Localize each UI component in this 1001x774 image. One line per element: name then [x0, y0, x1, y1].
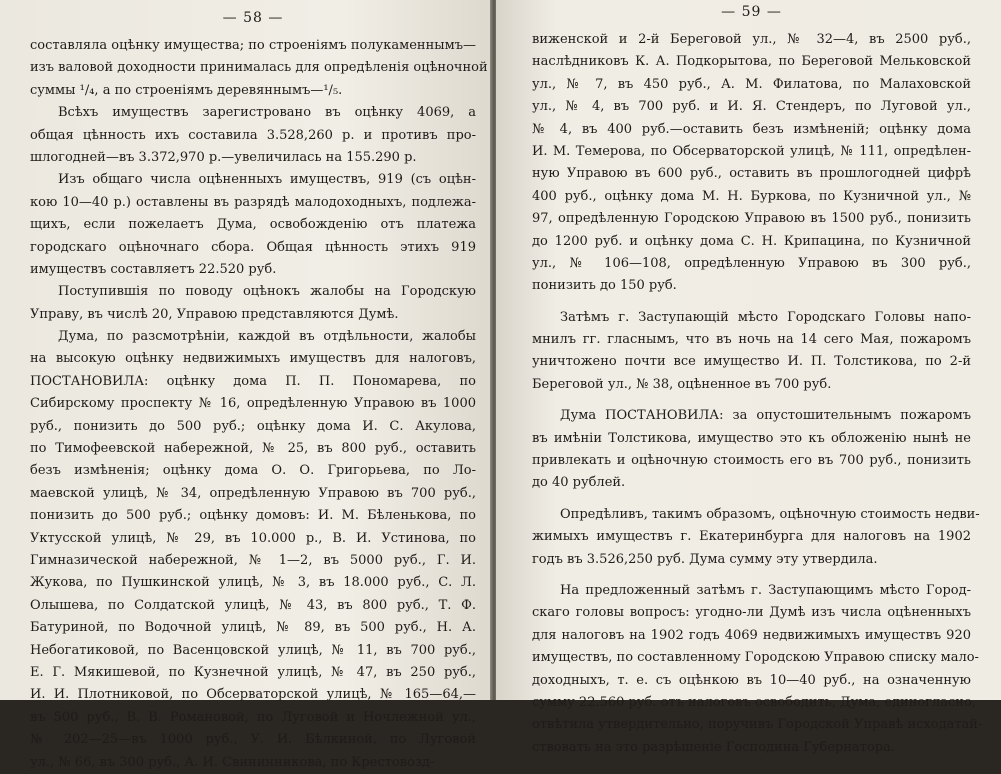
text-line: привлекать и оцѣночную стоимость его въ 700 руб., понизить	[532, 453, 971, 469]
paragraph	[30, 326, 476, 774]
text-line: Небогатиковой, по Васенцовской улицѣ, № 11, въ 700 руб.,	[30, 642, 476, 658]
text-line: виженской и 2-й Береговой ул., № 32—4, въ 2500 руб.,	[532, 32, 971, 47]
text-line: Олышева, по Солдатской улицѣ, № 43, въ 800 руб., Т. Ф.	[30, 597, 476, 613]
text-line: № 202—25—въ 1000 руб., У. И. Бѣлкиной, по Луговой	[30, 732, 476, 748]
text-line: Затѣмъ г. Заступающій мѣсто Городскаго Головы напо-	[560, 309, 971, 325]
text-line: на высокую оцѣнку недвижимыхъ имуществъ для налоговъ,	[30, 351, 476, 367]
text-line: Жукова, по Пушкинской улицѣ, № 3, въ 18.000 руб., С. Л.	[30, 575, 476, 591]
text-line: имуществъ составляетъ 22.520 руб.	[30, 261, 277, 277]
text-line: сумму 22.560 руб. отъ налоговъ освободить, Дума, единогласно,	[532, 694, 976, 710]
text-line: Батуриной, по Водочной улицѣ, № 89, въ 500 руб., Н. А.	[30, 620, 476, 636]
page-number: — 58 —	[222, 10, 284, 26]
text-line: Уктусской улицѣ, № 29, въ 10.000 р., В. И. Устинова, по	[30, 530, 476, 546]
text-line: имуществъ, по составленному Городскою Управою списку мало-	[532, 650, 979, 666]
text-line: Изъ общаго числа оцѣненныхъ имуществъ, 919 (съ оцѣн-	[58, 172, 476, 188]
text-line: уничтожено почти все имущество И. П. Толстикова, по 2-й	[532, 354, 971, 370]
left-page	[0, 0, 492, 770]
text-line: Управу, въ числѣ 20, Управою представляются Думѣ.	[30, 306, 399, 322]
paragraph	[532, 580, 983, 759]
text-line: до 40 рублей.	[532, 475, 626, 491]
text-line: жимыхъ имуществъ г. Екатеринбурга для налоговъ на 1902	[532, 529, 971, 545]
text-line: 400 руб., оцѣнку дома М. Н. Буркова, по Кузничной ул., №	[532, 188, 971, 204]
text-line: суммы ¹/₄, а по строеніямъ деревяннымъ—¹/₅.	[30, 82, 343, 98]
text-line: Береговой ул., № 38, оцѣненное въ 700 руб.	[532, 376, 832, 392]
text-line: ул., № 7, въ 450 руб., А. М. Филатова, по Малаховской	[532, 76, 971, 92]
text-line: И. М. Темерова, по Обсерваторской улицѣ, № 111, опредѣлен-	[532, 143, 971, 159]
right-page	[496, 0, 1001, 755]
text-line: шлогодней—въ 3.372,970 р.—увеличилась на 155.290 р.	[30, 149, 417, 165]
paragraph	[532, 29, 971, 298]
text-line: Е. Г. Мякишевой, по Кузнечной улицѣ, № 47, въ 250 руб.,	[30, 664, 476, 680]
text-line: Дума ПОСТАНОВИЛА: за опустошительнымъ пожаромъ	[560, 408, 971, 424]
text-line: ную Управою въ 600 руб., оставить въ прошлогодней цифрѣ	[532, 166, 971, 182]
text-line: И. И. Плотниковой, по Обсерваторской улицѣ, № 165—64,—	[30, 687, 476, 703]
right-page-text	[532, 29, 983, 759]
text-line: понизить до 150 руб.	[532, 278, 677, 294]
page-number: — 59 —	[721, 4, 782, 20]
text-line: составляла оцѣнку имущества; по строеніямъ полукаменнымъ—	[30, 38, 476, 53]
text-line: понизить до 500 руб.; оцѣнку домовъ: И. М. Бѣленькова, по	[30, 508, 476, 524]
text-line: Сибирскому проспекту № 16, опредѣленную Управою въ 1000	[30, 396, 476, 412]
left-page-text	[30, 35, 488, 774]
text-line: общая цѣнность ихъ составила 3.528,260 р. и противъ про-	[30, 127, 476, 143]
paragraph	[532, 405, 971, 495]
text-line: скаго головы вопросъ: угодно-ли Думѣ изъ числа оцѣненныхъ	[532, 605, 971, 621]
text-line: Поступившія по поводу оцѣнокъ жалобы на Городскую	[58, 284, 476, 300]
paragraph	[30, 169, 476, 281]
paragraph	[532, 307, 971, 397]
paragraph	[30, 281, 476, 326]
text-line: ул., № 66, въ 300 руб., А. И. Свининникова, по Крестовозд-	[30, 754, 435, 770]
text-line: въ имѣніи Толстикова, имущество это къ обложенію нынѣ не	[532, 430, 971, 446]
text-line: Всѣхъ имуществъ зарегистровано въ оцѣнку 4069, а	[58, 105, 476, 121]
text-line: до 1200 руб. и оцѣнку дома С. Н. Крипацина, по Кузничной	[532, 233, 971, 249]
text-line: Гимназической набережной, № 1—2, въ 5000 руб., Г. И.	[30, 552, 476, 568]
text-line: безъ измѣненія; оцѣнку дома О. О. Григорьева, по Ло-	[30, 463, 476, 479]
text-line: годъ въ 3.526,250 руб. Дума сумму эту утвердила.	[532, 551, 878, 567]
text-line: мнилъ гг. гласнымъ, что въ ночь на 14 сего Мая, пожаромъ	[532, 332, 971, 348]
text-line: кою 10—40 р.) оставлены въ разрядѣ малодоходныхъ, подлежа-	[30, 194, 476, 210]
paragraph	[532, 504, 980, 571]
text-line: руб., понизить до 500 руб.; оцѣнку дома И. С. Акулова,	[30, 418, 476, 434]
text-line: ул., № 106—108, опредѣленную Управою въ 300 руб.,	[532, 255, 971, 271]
text-line: маевской улицѣ, № 34, опредѣленную Управою въ 700 руб.,	[30, 485, 476, 501]
paragraph	[30, 35, 488, 102]
text-line: ПОСТАНОВИЛА: оцѣнку дома П. П. Пономарева, по	[30, 373, 476, 389]
text-line: щихъ, если пожелаетъ Дума, освобожденію отъ платежа	[30, 217, 476, 233]
text-line: ствовать на это разрѣшеніе Господина Губернатора.	[532, 739, 895, 755]
text-line: городскаго оцѣночнаго сбора. Общая цѣнность этихъ 919	[30, 239, 476, 255]
text-line: наслѣдниковъ К. А. Подкорытова, по Береговой Мельковской	[532, 54, 971, 70]
text-line: доходныхъ, т. е. съ оцѣнкою въ 10—40 руб., на означенную	[532, 672, 971, 688]
text-line: по Тимофеевской набережной, № 25, въ 800 руб., оставить	[30, 441, 476, 457]
text-line: изъ валовой доходности принималась для опредѣленія оцѣночной	[30, 60, 488, 76]
text-line: въ 500 руб., В. В. Романовой, по Луговой и Ночлежной ул.,	[30, 709, 476, 725]
text-line: ул., № 4, въ 700 руб. и И. Я. Стендеръ, по Луговой ул.,	[532, 99, 971, 115]
text-line: 97, опредѣленную Городскою Управою въ 1500 руб., понизить	[532, 211, 971, 227]
text-line: Опредѣливъ, такимъ образомъ, оцѣночную стоимость недви-	[560, 506, 980, 522]
text-line: отвѣтила утвердительно, поручивъ Городской Управѣ исходатай-	[532, 717, 983, 733]
text-line: № 4, въ 400 руб.—оставить безъ измѣненій; оцѣнку дома	[532, 121, 971, 137]
text-line: На предложенный затѣмъ г. Заступающимъ мѣсто Город-	[560, 582, 971, 598]
text-line: для налоговъ на 1902 годъ 4069 недвижимыхъ имуществъ 920	[532, 627, 971, 643]
text-line: Дума, по разсмотрѣніи, каждой въ отдѣльности, жалобы	[58, 329, 476, 345]
paragraph	[30, 102, 476, 169]
